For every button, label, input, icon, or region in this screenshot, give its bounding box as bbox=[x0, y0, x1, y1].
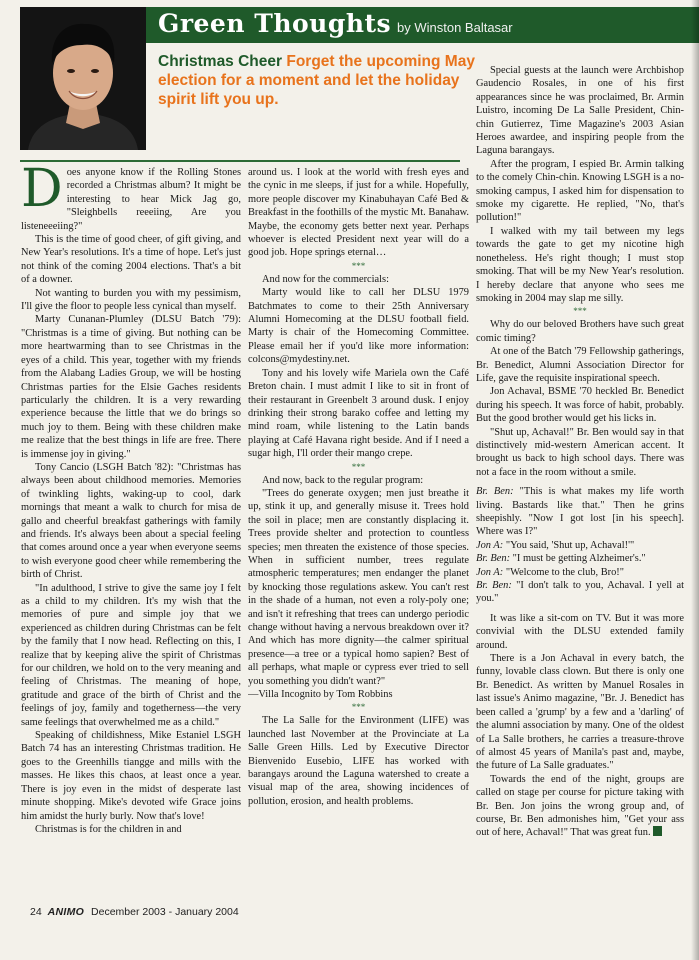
article-paragraph: Marty would like to call her DLSU 1979 Batchmates to come to their 25th Anniversary Alumni Homecoming at the DLSU football field. Marty is chair of the Homecoming Committee. Please email her if you'd like more information: colcons@mydestiny.net. bbox=[248, 287, 469, 366]
article-paragraph: Why do our beloved Brothers have such great comic timing? bbox=[476, 319, 684, 344]
article-paragraph: Does anyone know if the Rolling Stones recorded a Christmas album? It might be interesting to hear Mick Jag go, "Sleighbells reeeiing, Are you listeneeeiing?" bbox=[21, 166, 241, 232]
article-paragraph: It was like a sit-com on TV. But it was more convivial with the DLSU extended family around. bbox=[476, 612, 684, 651]
section-separator: *** bbox=[573, 306, 587, 317]
article-paragraph: around us. I look at the world with fresh eyes and the cynic in me sleeps, if just for a while. Hopefully, more people discover my Kinabuhayan Café Bed & Breakfast in the foothills of the mystic Mt. Banahaw. Maybe, the economy gets better next year. Perhaps whoever is elected President next year will do a good job. Hope springs eternal… bbox=[248, 167, 469, 259]
article-paragraph: "In adulthood, I strive to give the same joy I felt as a child to my children. It's my wish that the memories of pure and simple joy that we experienced as children during Christmas can be felt by the family that I now head. Reflecting on this, I realize that by keeping alive the spirit of Christmas for our children, we hold on to the very meaning and feeling of Christmas. The meaning of hope, gratitude and grace of the birth of Christ and the feelings of joy, family and togetherness—the very same feelings that overwhelmed me as a child." bbox=[21, 582, 241, 728]
quote-attribution: —Villa Incognito by Tom Robbins bbox=[248, 689, 393, 701]
article-paragraph: After the program, I espied Br. Armin talking to the comely Chin-chin. Knowing LSGH is a no-smoking campus, I asked him for dispensation to smoke my cigarette. He replied, "No, that's pollution!" bbox=[476, 158, 684, 224]
drop-cap: D bbox=[21, 166, 63, 219]
article-column-1 bbox=[21, 166, 241, 896]
article-paragraph: At one of the Batch '79 Fellowship gatherings, Br. Benedict, Alumni Association Director for Life, gave the requisite inspirational speech. bbox=[476, 346, 684, 384]
article-paragraph: This is the time of good cheer, of gift giving, and New Year's resolutions. It's a time of hope. Let's just not think of the coming 2004 elections. That's a bit of a downer. bbox=[21, 234, 241, 286]
article-paragraph: And now, back to the regular program: bbox=[262, 474, 424, 486]
author-photo bbox=[20, 7, 146, 150]
dialogue-line: Br. Ben: "This is what makes my life worth living. Bastards like that." Then he grins sheepishly. "Now I got lost [in his speech]. Where was I?" bbox=[476, 486, 684, 538]
article-paragraph: Speaking of childishness, Mike Estaniel LSGH Batch 74 has an interesting Christmas tradition. He goes to the Greenhills tiangge and mills with the masses. He likes this chaos, at least once a year. There is joy even in the midst of desperate last minute shopping. Mike's devoted wife Grace joins him amidst the hurly burly. Now that's love! bbox=[21, 730, 241, 822]
dialogue-line: Br. Ben: "I don't talk to you, Achaval. I yell at you." bbox=[476, 580, 684, 605]
dialogue-line: Br. Ben: "I must be getting Alzheimer's." bbox=[476, 553, 646, 565]
article-paragraph: The La Salle for the Environment (LIFE) was launched last November at the Provinciate at La Salle Green Hills. Led by Executive Director Bienvenido Eusebio, LIFE has worked with barangays around the Laguna watershed to create a visual map of the area, showing incidences of pollution, erosion, and health problems. bbox=[248, 715, 469, 807]
dialogue-line: Jon A: "Welcome to the club, Bro!" bbox=[476, 566, 625, 578]
article-paragraph: And now for the commercials: bbox=[262, 273, 389, 285]
column-title: Green Thoughts bbox=[158, 9, 392, 38]
byline: by Winston Baltasar bbox=[397, 20, 513, 35]
article-deck bbox=[158, 52, 476, 109]
page-footer bbox=[30, 906, 239, 918]
article-column-2 bbox=[248, 166, 469, 896]
article-paragraph: Tony Cancio (LSGH Batch '82): "Christmas has always been about childhood memories. Memories of twinkling lights, waking-up to cool, dark mornings that meant a walk to church for misa de gallo and cheerful breakfast gatherings with family and friends. It's always been about a special feeling that comes around once a year when everyone seems to wish everyone good cheer while remembering the birth of Christ. bbox=[21, 461, 241, 581]
article-paragraph: "Shut up, Achaval!" Br. Ben would say in that distinctively mid-western American accent. It brought us back to high school days. There was not a face in the room without a smile. bbox=[476, 426, 684, 478]
page-gutter-shadow bbox=[691, 0, 699, 960]
section-separator: *** bbox=[351, 702, 366, 713]
issue-date: December 2003 - January 2004 bbox=[91, 906, 239, 918]
page-number: 24 bbox=[30, 906, 42, 918]
dialogue-line: Jon A: "You said, 'Shut up, Achaval!'" bbox=[476, 539, 635, 551]
article-paragraph: I walked with my tail between my legs towards the gate to get my nicotine high nonetheless. He's right though; I must stop smoking. That will be my New Year's resolution. I hereby declare that anyone who sees me smoking in 2004 may slap me silly. bbox=[476, 225, 684, 304]
article-paragraph: Towards the end of the night, groups are called on stage per course for picture taking with Br. Ben. Jon joins the wrong group and, of course, Br. Ben admonishes him, "Get your ass out of here, Achaval!" That was great fun. bbox=[476, 773, 684, 839]
article-paragraph: Marty Cunanan-Plumley (DLSU Batch '79): "Christmas is a time of giving. But nothing can be more heartwarming than to see Christmas in the eyes of a child. This year, together with my friends from the Alabang Ladies Group, we will be hosting Christmas parties for the Elsie Gaches residents particularly the children. It is a very rewarding experience because the little that we do brings so much joy to them. Being with these children make me realize that the best things in life are free. There is immense joy in giving." bbox=[21, 314, 241, 460]
author-portrait-illustration bbox=[20, 7, 146, 150]
article-paragraph: Not wanting to burden you with my pessimism, I'll give the floor to people less cynical than myself. bbox=[21, 287, 241, 313]
quote-paragraph: "Trees do generate oxygen; men just breathe it up, stink it up, and generally misuse it. Trees hold the soil in place; men are constantly displacing it. Trees provide shelter and protection to countless species; men threaten the existence of those species. When in sufficient number, trees regulate atmospheric temperatures; men endanger the planet by knocking those regulations askew. You can't rest in the shade of a human, not even a roly-poly one; and isn't it refreshing that trees can undergo periodic change without having a nervous breakdown over it? And which has more dignity—the calmer spiritual presence—a tree or a typical homo sapien? Best of all perhaps, what maple or cypress ever tried to sell you something you didn't want?" bbox=[248, 487, 469, 687]
article-paragraph: Jon Achaval, BSME '70 heckled Br. Benedict during his speech. It was force of habit, probably. But the good brother would get his licks in. bbox=[476, 386, 684, 425]
header-rule bbox=[20, 160, 460, 162]
end-mark-icon bbox=[653, 826, 662, 836]
deck-text: Forget the upcoming May election for a moment and let the holiday spirit lift you up. bbox=[158, 53, 475, 108]
article-column-3 bbox=[476, 64, 684, 896]
section-separator: *** bbox=[351, 260, 366, 271]
article-paragraph: Tony and his lovely wife Mariela own the Café Breton chain. I must admit I like to sit in front of their restaurant in Greenbelt 3 around dusk. I enjoy drinking their strong barako coffee and letting my mind roam, while listening to the Latin bands playing at Café Havana right beside. And if I need a sugar high, I'll order their mango crepe. bbox=[248, 367, 469, 460]
deck-kicker: Christmas Cheer bbox=[158, 53, 283, 70]
article-paragraph: Special guests at the launch were Archbishop Gaudencio Rosales, in one of his first appearances since he was proclaimed, Br. Armin Luistro, incoming De La Salle President, Chin-chin Gutierrez, Time Magazine's 2003 Asian Heroes awardee, and inspiring people from the Laguna barangays. bbox=[476, 65, 684, 157]
article-paragraph: Christmas is for the children in and bbox=[35, 823, 182, 835]
section-separator: *** bbox=[351, 461, 366, 472]
magazine-logo: ANIMO bbox=[47, 906, 85, 918]
article-paragraph: There is a Jon Achaval in every batch, the funny, lovable class clown. But there is only one Br. Benedict. As written by Manuel Rosales in last issue's Animo magazine, "Br. J. Benedict has been called a 'grump' by a few and a 'darling' of the alumni association by many. One of the oldest of La Salle brothers, he carries a treasure-throve of almost 45 years of Manila's past and, maybe, the future of La Salle graduates." bbox=[476, 653, 684, 772]
